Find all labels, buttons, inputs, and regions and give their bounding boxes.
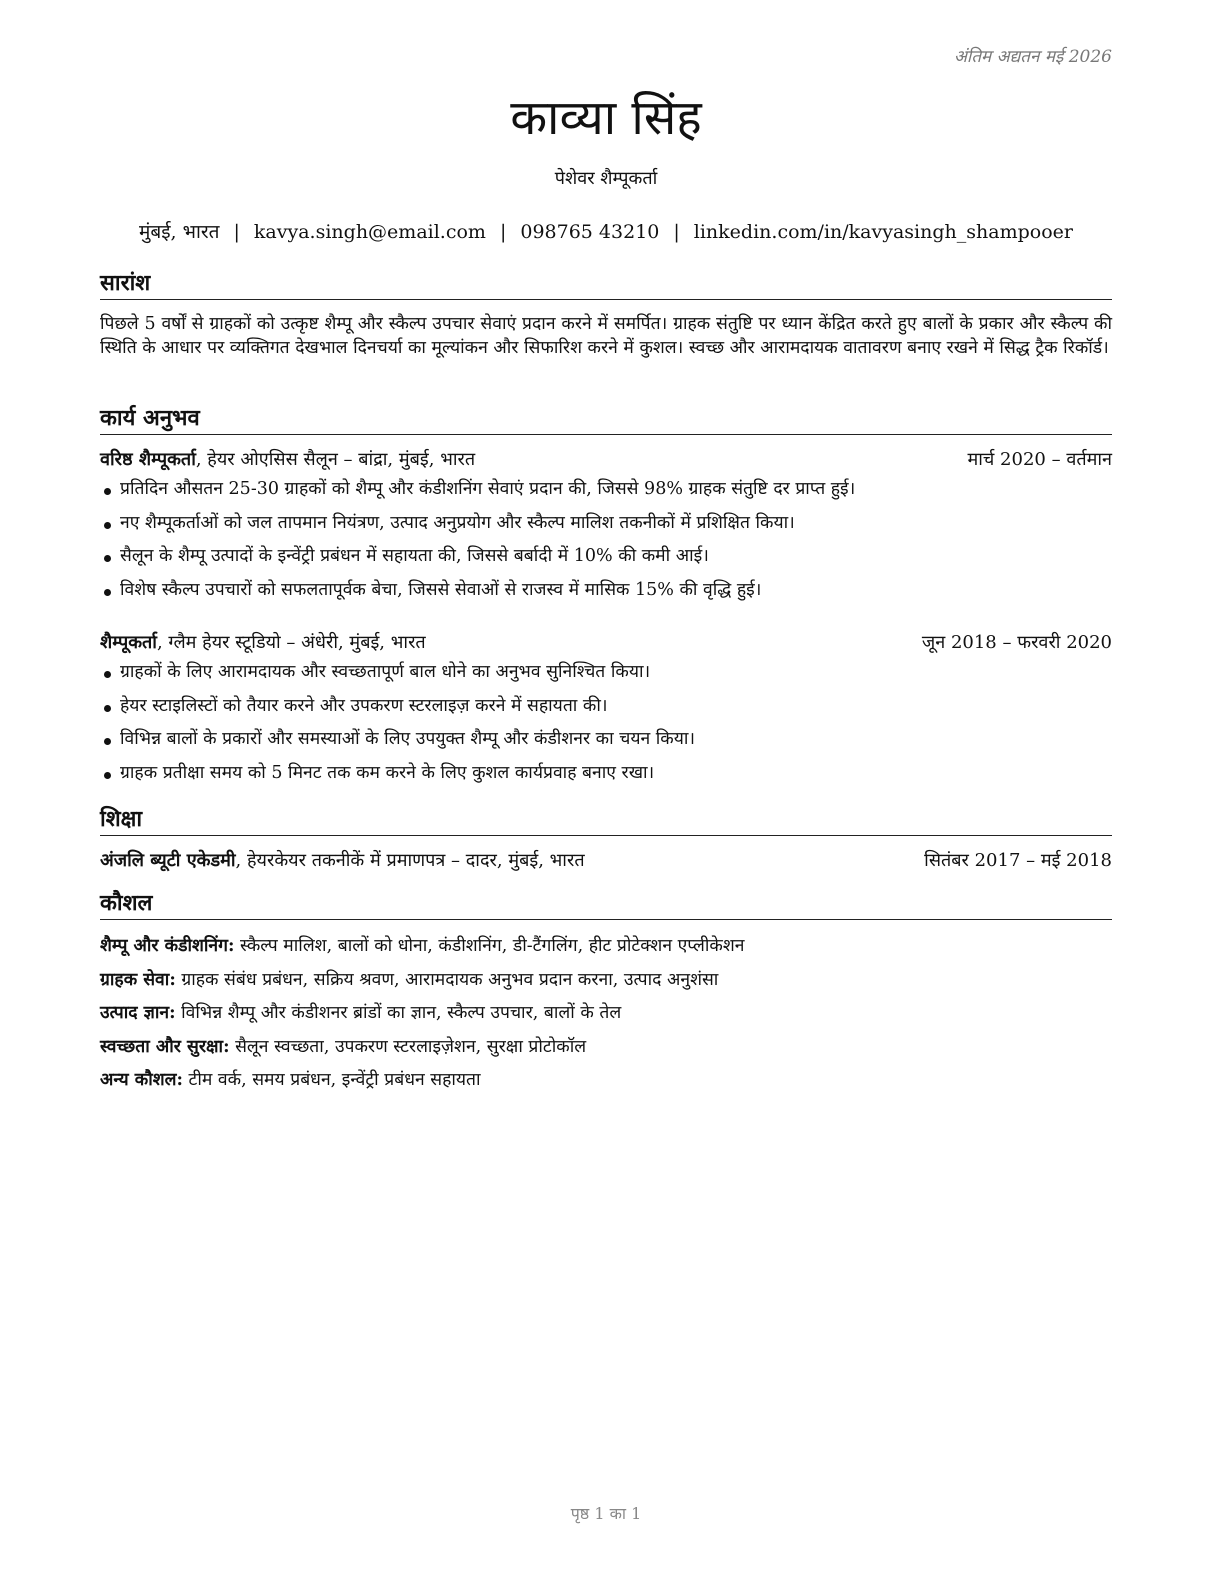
job-bullet: हेयर स्टाइलिस्टों को तैयार करने और उपकरण स्टरलाइज़ करने में सहायता की। bbox=[100, 690, 1112, 724]
job-bullet: सैलून के शैम्पू उत्पादों के इन्वेंट्री प्रबंधन में सहायता की, जिससे बर्बादी में 10% की कमी आई। bbox=[100, 540, 1112, 574]
job-dates: जून 2018 – फरवरी 2020 bbox=[921, 632, 1112, 653]
skill-row bbox=[100, 964, 1112, 998]
skill-value: स्कैल्प मालिश, बालों को धोना, कंडीशनिंग, डी-टैंगलिंग, हीट प्रोटेक्शन एप्लीकेशन bbox=[234, 936, 745, 956]
resume-page bbox=[100, 0, 1112, 1584]
job-role: शैम्पूकर्ता bbox=[100, 632, 157, 653]
education-dates: सितंबर 2017 – मई 2018 bbox=[924, 850, 1112, 871]
job-org: , ग्लैम हेयर स्टूडियो – अंधेरी, मुंबई, भारत bbox=[156, 632, 426, 653]
job-bullets bbox=[100, 656, 1112, 790]
skills-heading: कौशल bbox=[100, 890, 1112, 920]
summary-text: पिछले 5 वर्षों से ग्राहकों को उत्कृष्ट शैम्पू और स्कैल्प उपचार सेवाएं प्रदान करने में समर्पित। ग्राहक संतुष्टि पर ध्यान केंद्रित करते हुए बालों के प्रकार और स्कैल्प की स्थिति के आधार पर व्यक्तिगत देखभाल दिनचर्या का मूल्यांकन और सिफारिश करने में कुशल। स्वच्छ और आरामदायक वातावरण बनाए रखने में सिद्ध ट्रैक रिकॉर्ड। bbox=[100, 314, 1112, 358]
education-entry bbox=[100, 849, 1112, 873]
skill-key: शैम्पू और कंडीशनिंग: bbox=[100, 936, 235, 956]
contact-line bbox=[100, 218, 1112, 244]
job-header bbox=[100, 448, 1112, 472]
candidate-title: पेशेवर शैम्पूकर्ता bbox=[554, 168, 658, 189]
job-role: वरिष्ठ शैम्पूकर्ता bbox=[100, 449, 196, 470]
job-bullets bbox=[100, 473, 1112, 607]
contact-linkedin[interactable]: linkedin.com/in/kavyasingh_shampooer bbox=[693, 221, 1073, 243]
skills-list bbox=[100, 930, 1112, 1098]
skill-row bbox=[100, 1031, 1112, 1065]
skill-value: सैलून स्वच्छता, उपकरण स्टरलाइज़ेशन, सुरक्षा प्रोटोकॉल bbox=[229, 1036, 587, 1057]
skill-value: टीम वर्क, समय प्रबंधन, इन्वेंट्री प्रबंधन सहायता bbox=[182, 1070, 481, 1090]
job-bullet: विभिन्न बालों के प्रकारों और समस्याओं के लिए उपयुक्त शैम्पू और कंडीशनर का चयन किया। bbox=[100, 723, 1112, 757]
contact-email[interactable]: kavya.singh@email.com bbox=[253, 221, 486, 243]
contact-separator: | bbox=[499, 221, 507, 243]
job-dates: मार्च 2020 – वर्तमान bbox=[967, 449, 1112, 470]
job-bullet: नए शैम्पूकर्ताओं को जल तापमान नियंत्रण, उत्पाद अनुप्रयोग और स्कैल्प मालिश तकनीकों में प्रशिक्षित किया। bbox=[100, 507, 1112, 541]
candidate-name: काव्या सिंह bbox=[510, 90, 702, 146]
skill-row bbox=[100, 1064, 1112, 1098]
contact-separator: | bbox=[673, 221, 680, 243]
skill-row bbox=[100, 997, 1112, 1031]
last-updated: अंतिम अद्यतन मई 2026 bbox=[953, 47, 1112, 67]
skill-key: ग्राहक सेवा: bbox=[100, 969, 176, 990]
summary-heading: सारांश bbox=[100, 270, 1112, 300]
education-school: अंजलि ब्यूटी एकेडमी bbox=[100, 850, 236, 871]
page-number: पृष्ठ 1 का 1 bbox=[570, 1504, 642, 1523]
education-detail: , हेयरकेयर तकनीकें में प्रमाणपत्र – दादर, मुंबई, भारत bbox=[235, 850, 585, 871]
contact-separator: | bbox=[233, 221, 240, 243]
contact-location: मुंबई, भारत bbox=[139, 221, 220, 243]
skill-key: स्वच्छता और सुरक्षा: bbox=[100, 1036, 230, 1057]
skill-key: अन्य कौशल: bbox=[100, 1070, 183, 1090]
job-org: , हेयर ओएसिस सैलून – बांद्रा, मुंबई, भारत bbox=[195, 449, 476, 470]
job-bullet: ग्राहकों के लिए आरामदायक और स्वच्छतापूर्ण बाल धोने का अनुभव सुनिश्चित किया। bbox=[100, 656, 1112, 690]
education-heading: शिक्षा bbox=[100, 806, 1112, 836]
skill-value: ग्राहक संबंध प्रबंधन, सक्रिय श्रवण, आरामदायक अनुभव प्रदान करना, उत्पाद अनुशंसा bbox=[175, 969, 719, 990]
skill-value: विभिन्न शैम्पू और कंडीशनर ब्रांडों का ज्ञान, स्कैल्प उपचार, बालों के तेल bbox=[175, 1003, 622, 1023]
contact-phone: 098765 43210 bbox=[520, 221, 660, 243]
job-header bbox=[100, 631, 1112, 655]
job-bullet: प्रतिदिन औसतन 25-30 ग्राहकों को शैम्पू और कंडीशनिंग सेवाएं प्रदान की, जिससे 98% ग्राहक संतुष्टि दर प्राप्त हुई। bbox=[100, 473, 1112, 507]
job-bullet: ग्राहक प्रतीक्षा समय को 5 मिनट तक कम करने के लिए कुशल कार्यप्रवाह बनाए रखा। bbox=[100, 757, 1112, 791]
skill-key: उत्पाद ज्ञान: bbox=[100, 1003, 176, 1023]
job-bullet: विशेष स्कैल्प उपचारों को सफलतापूर्वक बेचा, जिससे सेवाओं से राजस्व में मासिक 15% की वृद्धि हुई। bbox=[100, 574, 1112, 608]
experience-heading: कार्य अनुभव bbox=[100, 405, 1112, 435]
skill-row bbox=[100, 930, 1112, 964]
